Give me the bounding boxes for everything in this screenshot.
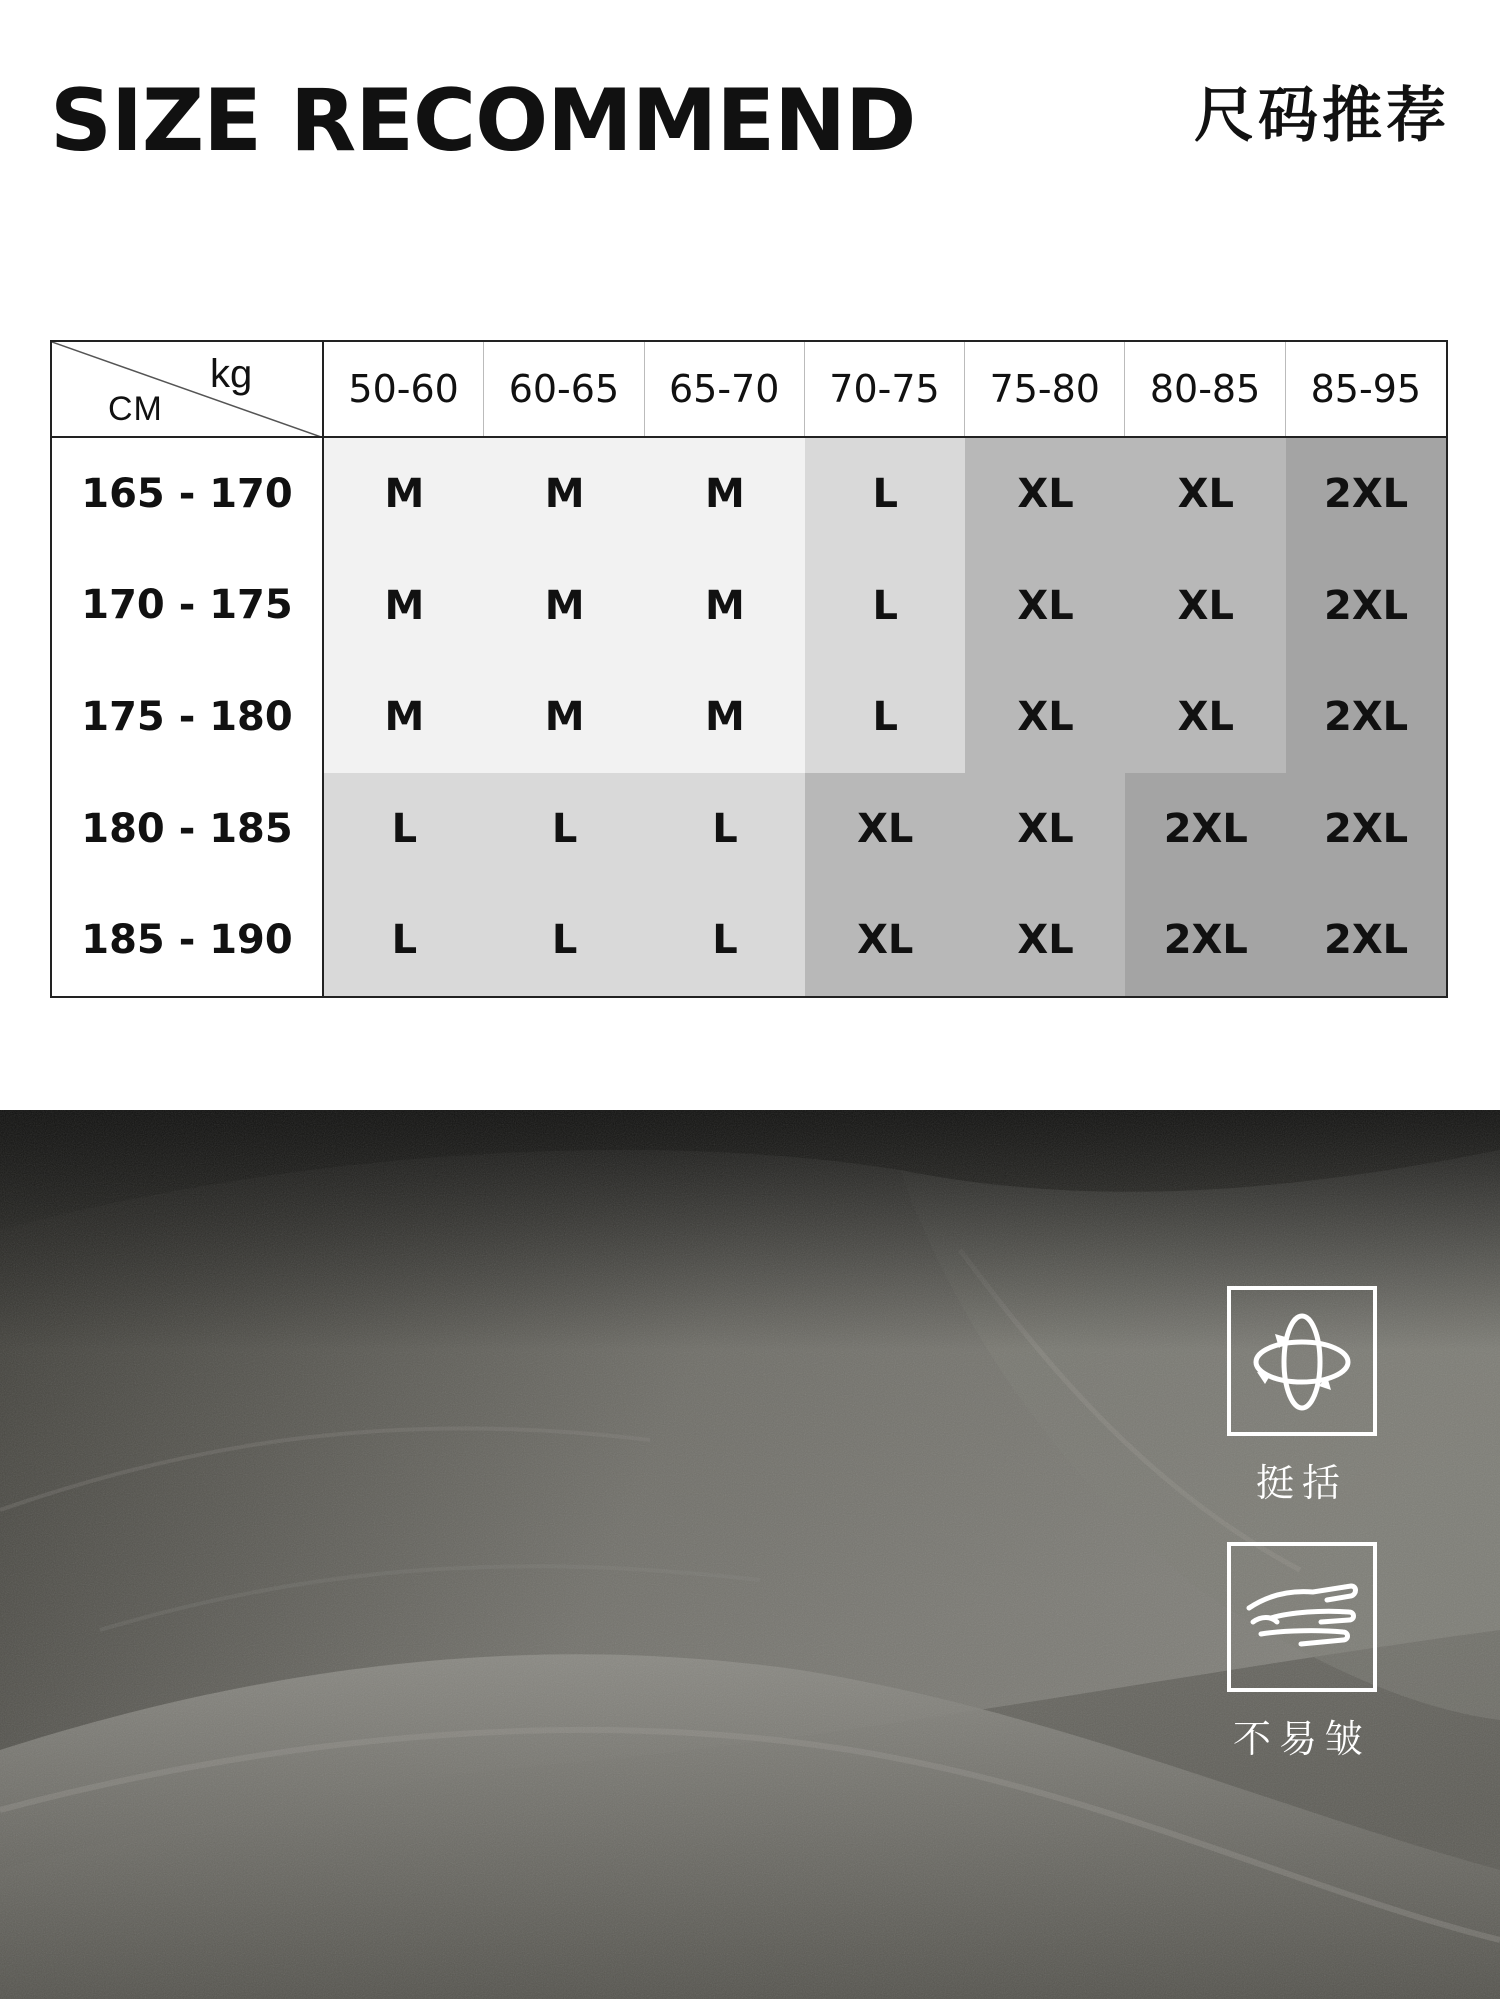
rotate-arrows-icon — [1231, 1290, 1373, 1432]
feature-wrinkle-box — [1227, 1542, 1377, 1692]
height-range-label: 185 - 190 — [81, 917, 293, 964]
feature-crisp — [1224, 1286, 1380, 1507]
size-cell: M — [645, 550, 806, 662]
size-cell: M — [484, 438, 645, 550]
size-cell: L — [484, 884, 645, 996]
size-cell: XL — [965, 438, 1126, 550]
size-cell: 2XL — [1286, 773, 1447, 885]
hand-smooth-icon — [1231, 1546, 1373, 1688]
height-range-label: 170 - 175 — [81, 582, 293, 629]
size-cell: L — [805, 438, 966, 550]
page-title: SIZE RECOMMEND — [50, 71, 916, 171]
size-cell: M — [324, 661, 485, 773]
size-cell: XL — [965, 884, 1126, 996]
fabric-photo — [0, 1110, 1500, 1999]
size-cell: L — [645, 884, 806, 996]
corner-header-cell — [52, 342, 324, 438]
size-cell: L — [645, 773, 806, 885]
size-cell: M — [324, 438, 485, 550]
size-cell: XL — [965, 550, 1126, 662]
size-cell: M — [645, 438, 806, 550]
height-range-label: 180 - 185 — [81, 805, 293, 852]
size-cell: M — [484, 550, 645, 662]
size-cell: L — [324, 884, 485, 996]
size-cell: 2XL — [1286, 550, 1447, 662]
weight-range-header: 70-75 — [805, 342, 965, 436]
feature-crisp-label: 挺括 — [1255, 1461, 1348, 1505]
weight-range-header: 80-85 — [1125, 342, 1285, 436]
size-cell: L — [484, 773, 645, 885]
size-cell: XL — [805, 884, 966, 996]
weight-range-header: 60-65 — [484, 342, 644, 436]
height-range-label: 175 - 180 — [81, 693, 293, 740]
size-chart-table — [50, 340, 1448, 998]
weight-unit-label: kg — [210, 352, 253, 396]
size-cell: M — [324, 550, 485, 662]
height-label-column — [52, 438, 324, 996]
feature-crisp-box — [1227, 1286, 1377, 1436]
weight-range-header: 50-60 — [324, 342, 484, 436]
feature-wrinkle-label: 不易皱 — [1232, 1717, 1371, 1761]
page-title-chinese: 尺码推荐 — [1194, 81, 1450, 151]
size-cell: XL — [965, 661, 1126, 773]
size-cell: XL — [1125, 438, 1286, 550]
weight-range-header: 65-70 — [645, 342, 805, 436]
corner-diagonal-line — [52, 342, 324, 438]
size-cell: M — [484, 661, 645, 773]
size-cell: 2XL — [1286, 661, 1447, 773]
size-cell: XL — [805, 773, 966, 885]
size-grid — [324, 438, 1446, 996]
size-cell: XL — [1125, 550, 1286, 662]
size-cell: L — [324, 773, 485, 885]
size-cell: M — [645, 661, 806, 773]
weight-range-header: 85-95 — [1310, 367, 1422, 411]
height-range-label: 165 - 170 — [81, 470, 293, 517]
weight-range-header: 75-80 — [965, 342, 1125, 436]
size-cell: 2XL — [1286, 438, 1447, 550]
size-cell: 2XL — [1125, 773, 1286, 885]
size-cell: 2XL — [1286, 884, 1447, 996]
size-cell: L — [805, 661, 966, 773]
size-cell: 2XL — [1125, 884, 1286, 996]
weight-header-row — [324, 342, 1446, 438]
size-cell: L — [805, 550, 966, 662]
size-cell: XL — [965, 773, 1126, 885]
size-cell: XL — [1125, 661, 1286, 773]
height-unit-label: CM — [108, 390, 163, 428]
feature-wrinkle-resistant — [1224, 1542, 1380, 1763]
